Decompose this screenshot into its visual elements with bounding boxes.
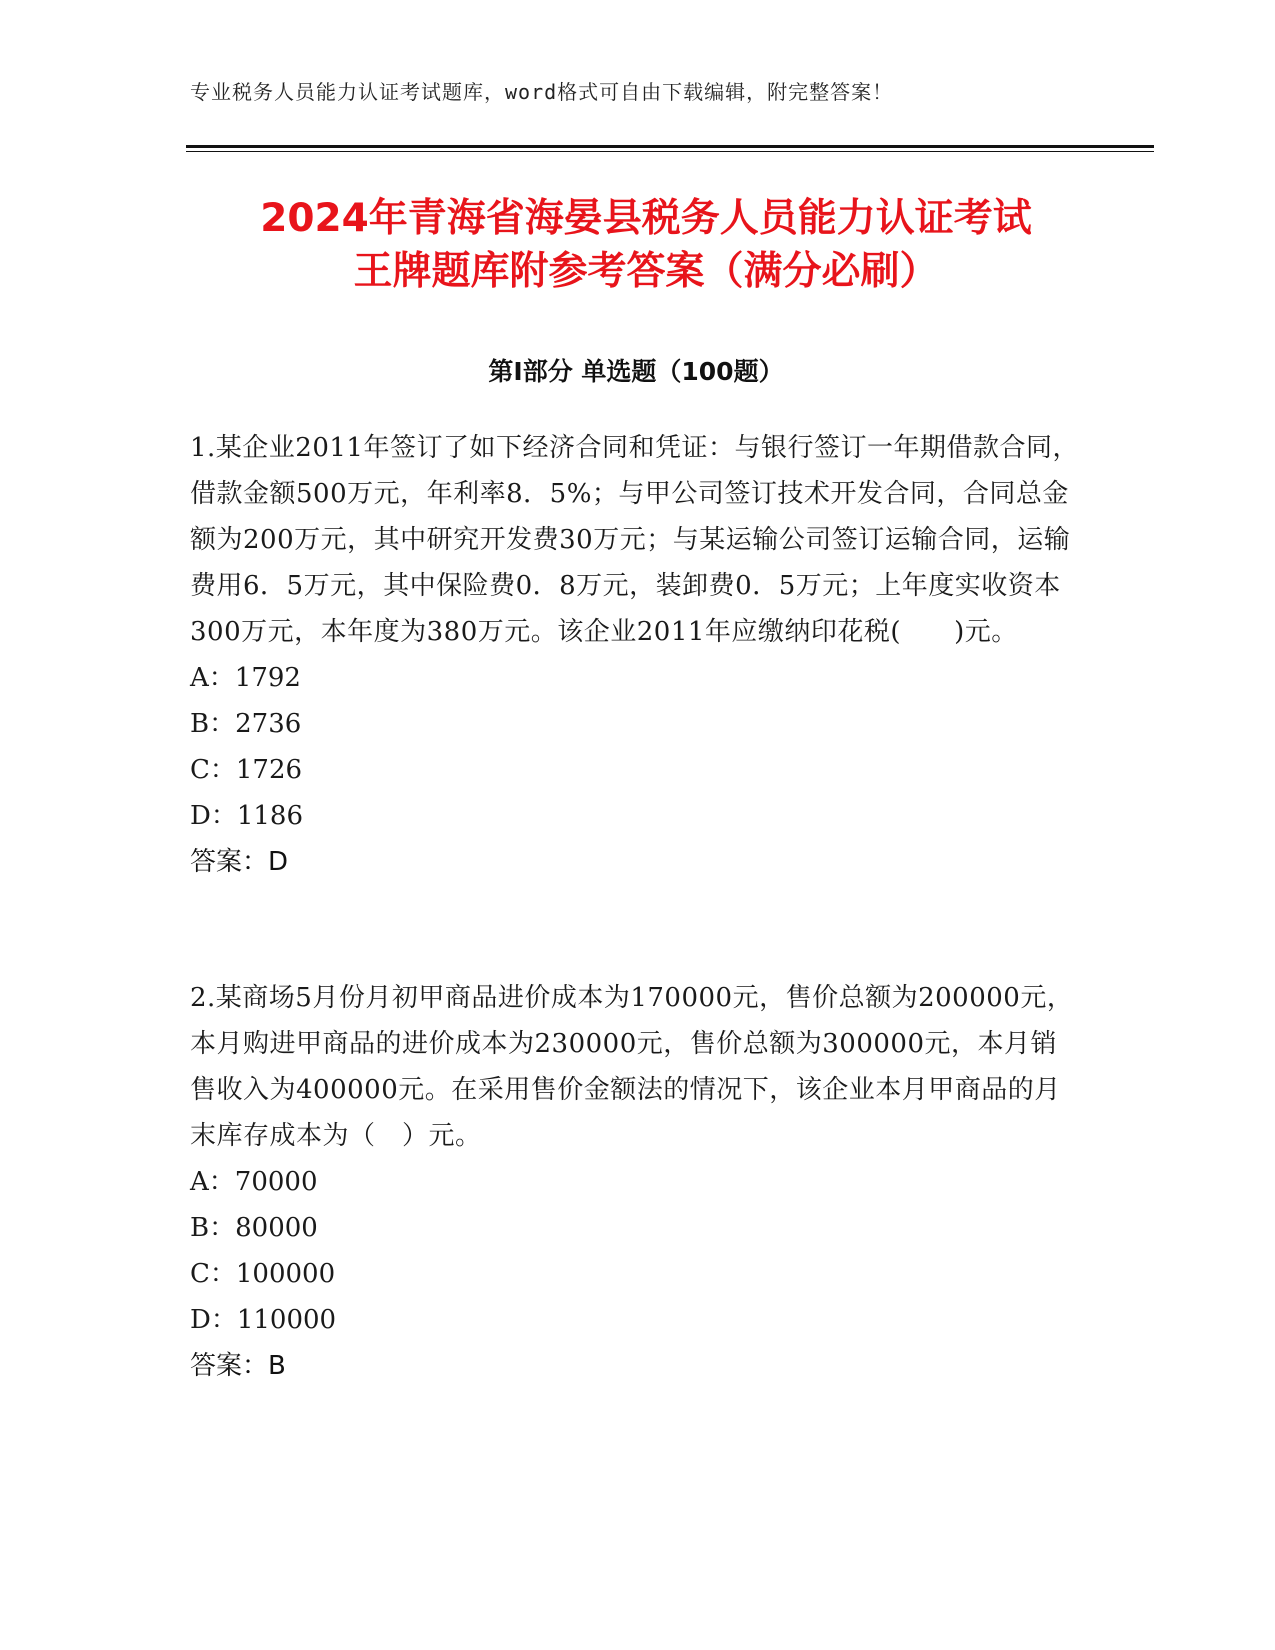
section-heading: 第Ⅰ部分 单选题（100题） bbox=[488, 357, 784, 386]
title-line-1: 2024年青海省海晏县税务人员能力认证考试 bbox=[260, 196, 1032, 241]
option-a: A：70000 bbox=[190, 1167, 318, 1197]
option-d: D：110000 bbox=[190, 1305, 337, 1335]
question-stem: 1.某企业2011年签订了如下经济合同和凭证：与银行签订一年期借款合同，借款金额500万元，年利率8．5%；与甲公司签订技术开发合同，合同总金额为200万元，其中研究开发费30万元；与某运输公司签订运输合同，运输费用6．5万元，其中保险费0．8万元，装卸费0．5万元；上年度实收资本300万元，本年度为380万元。该企业2011年应缴纳印花税( )元。 bbox=[190, 433, 1079, 647]
option-a: A：1792 bbox=[190, 663, 301, 693]
option-b: B：2736 bbox=[190, 709, 302, 739]
answer-line: 答案：D bbox=[190, 847, 289, 877]
header-divider-thin bbox=[186, 151, 1154, 152]
option-d: D：1186 bbox=[190, 801, 304, 831]
question-stem: 2.某商场5月份月初甲商品进价成本为170000元，售价总额为200000元，本月购进甲商品的进价成本为230000元，售价总额为300000元，本月销售收入为400000元。在采用售价金额法的情况下，该企业本月甲商品的月末库存成本为（ ）元。 bbox=[190, 983, 1074, 1151]
answer-line: 答案：B bbox=[190, 1351, 286, 1381]
question-2 bbox=[190, 975, 1080, 1389]
option-c: C：1726 bbox=[190, 755, 303, 785]
document-title bbox=[186, 192, 1106, 298]
question-1 bbox=[190, 425, 1080, 885]
title-line-2: 王牌题库附参考答案（满分必刷） bbox=[353, 249, 939, 294]
header-divider-thick bbox=[186, 145, 1154, 148]
option-c: C：100000 bbox=[190, 1259, 336, 1289]
option-b: B：80000 bbox=[190, 1213, 318, 1243]
header-note: 专业税务人员能力认证考试题库，word格式可自由下载编辑，附完整答案！ bbox=[190, 80, 894, 104]
